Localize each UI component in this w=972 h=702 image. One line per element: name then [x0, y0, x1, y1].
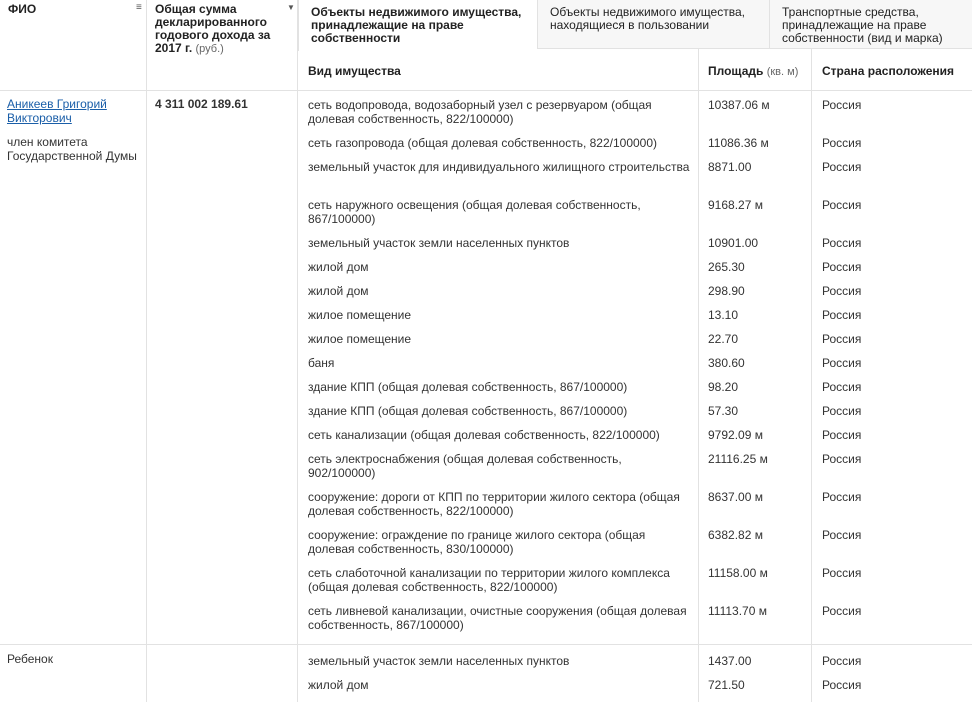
- person-name-cell: [7, 97, 137, 125]
- property-country: Россия: [822, 332, 862, 346]
- property-area: 57.30: [708, 404, 739, 418]
- child-property-area: 721.50: [708, 678, 745, 692]
- property-type: жилое помещение: [308, 332, 412, 346]
- child-property-country: Россия: [822, 678, 862, 692]
- property-type: сооружение: ограждение по границе жилого сектора (общая долевая собственность, 830/100000): [308, 528, 646, 556]
- property-type: сеть наружного освещения (общая долевая собственность, 867/100000): [308, 198, 641, 226]
- property-area: 380.60: [708, 356, 745, 370]
- property-country: Россия: [822, 428, 862, 442]
- property-type: земельный участок земли населенных пунктов: [308, 236, 570, 250]
- property-type: сеть канализации (общая долевая собственность, 822/100000): [308, 428, 660, 442]
- property-area: 6382.82 м: [708, 528, 763, 542]
- property-type: жилое помещение: [308, 308, 412, 322]
- property-area: 11113.70 м: [708, 604, 767, 618]
- column-header-area: [708, 65, 798, 79]
- column-header-area-label: Площадь: [708, 64, 764, 78]
- property-country: Россия: [822, 260, 862, 274]
- property-type: земельный участок для индивидуального жилищного строительства: [308, 160, 690, 174]
- column-header-income-label: Общая сумма декларированного годового дохода за 2017 г.: [155, 2, 271, 55]
- property-area: 8637.00 м: [708, 490, 763, 504]
- property-area: 10387.06 м: [708, 98, 770, 112]
- property-area: 10901.00: [708, 236, 759, 250]
- property-country: Россия: [822, 198, 862, 212]
- child-property-type: земельный участок земли населенных пунктов: [308, 654, 570, 668]
- header-divider: [0, 90, 972, 91]
- property-area: 98.20: [708, 380, 739, 394]
- property-type: жилой дом: [308, 284, 369, 298]
- property-country: Россия: [822, 604, 862, 618]
- property-type: сеть водопровода, водозаборный узел с резервуаром (общая долевая собственность, 822/100000): [308, 98, 652, 126]
- property-country: Россия: [822, 98, 862, 112]
- property-country: Россия: [822, 490, 862, 504]
- tab-used-real-estate[interactable]: Объекты недвижимого имущества, находящиеся в пользовании: [537, 0, 769, 49]
- column-divider: [698, 49, 699, 702]
- property-type: здание КПП (общая долевая собственность, 867/100000): [308, 380, 628, 394]
- tab-owned-real-estate[interactable]: Объекты недвижимого имущества, принадлежащие на праве собственности: [298, 0, 537, 51]
- column-header-income[interactable]: [155, 3, 285, 56]
- column-header-country: Страна расположения: [822, 64, 955, 78]
- property-country: Россия: [822, 404, 862, 418]
- tab-vehicles[interactable]: Транспортные средства, принадлежащие на праве собственности (вид и марка): [769, 0, 972, 49]
- person-position: член комитета Государственной Думы: [7, 135, 137, 163]
- child-property-country: Россия: [822, 654, 862, 668]
- column-divider: [811, 49, 812, 702]
- column-header-fio[interactable]: ФИО: [8, 2, 37, 16]
- property-country: Россия: [822, 452, 862, 466]
- person-name-link[interactable]: Аникеев Григорий Викторович: [7, 97, 107, 125]
- column-header-income-unit: (руб.): [195, 43, 224, 55]
- column-divider: [297, 0, 298, 702]
- property-area: 298.90: [708, 284, 745, 298]
- property-type: сооружение: дороги от КПП по территории жилого сектора (общая долевая собственность, 822/100000): [308, 490, 680, 518]
- property-area: 9168.27 м: [708, 198, 763, 212]
- column-header-type: Вид имущества: [308, 64, 401, 78]
- child-label: Ребенок: [7, 652, 53, 666]
- property-country: Россия: [822, 236, 862, 250]
- property-type: баня: [308, 356, 335, 370]
- property-type: сеть слаботочной канализации по территории жилого комплекса (общая долевая собственность, 822/100000): [308, 566, 670, 594]
- property-country: Россия: [822, 380, 862, 394]
- child-property-area: 1437.00: [708, 654, 752, 668]
- menu-icon[interactable]: ≡: [136, 2, 142, 13]
- property-country: Россия: [822, 356, 862, 370]
- property-area: 11158.00 м: [708, 566, 768, 580]
- property-type: жилой дом: [308, 260, 369, 274]
- property-area: 11086.36 м: [708, 136, 769, 150]
- property-type: сеть газопровода (общая долевая собственность, 822/100000): [308, 136, 658, 150]
- property-area: 13.10: [708, 308, 739, 322]
- property-type: сеть ливневой канализации, очистные сооружения (общая долевая собственность, 867/100000): [308, 604, 687, 632]
- child-property-type: жилой дом: [308, 678, 369, 692]
- property-country: Россия: [822, 528, 862, 542]
- property-country: Россия: [822, 566, 862, 580]
- column-header-area-unit: (кв. м): [766, 66, 799, 78]
- property-country: Россия: [822, 160, 862, 174]
- property-country: Россия: [822, 284, 862, 298]
- property-country: Россия: [822, 136, 862, 150]
- property-area: 265.30: [708, 260, 745, 274]
- sort-down-icon[interactable]: ▼: [287, 3, 295, 12]
- person-income: 4 311 002 189.61: [155, 97, 248, 111]
- column-divider: [146, 0, 147, 702]
- property-area: 21116.25 м: [708, 452, 768, 466]
- property-type: сеть электроснабжения (общая долевая собственность, 902/100000): [308, 452, 622, 480]
- property-type: здание КПП (общая долевая собственность, 867/100000): [308, 404, 628, 418]
- property-country: Россия: [822, 308, 862, 322]
- property-area: 22.70: [708, 332, 739, 346]
- property-area: 9792.09 м: [708, 428, 763, 442]
- row-divider: [0, 644, 972, 645]
- property-area: 8871.00: [708, 160, 752, 174]
